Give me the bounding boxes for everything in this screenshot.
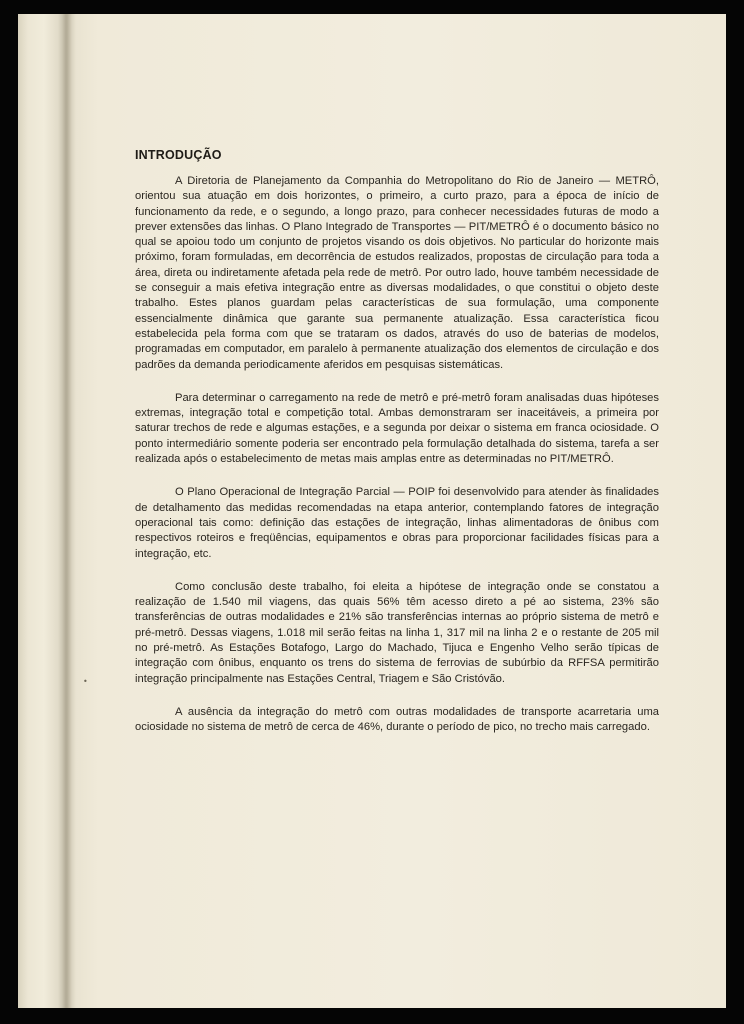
paragraph-4: Como conclusão deste trabalho, foi eleita a hipótese de integração onde se constatou a realização de 1.540 mil viagens, das quais 56% têm acesso direto a pé ao sistema, 23% são transferências de outras modalidades e 21% são transferências internas ao próprio sistema de metrô e pré-metrô. Dessas viagens, 1.018 mil serão feitas na linha 1, 317 mil na linha 2 e o restante de 205 mil no pré-metrô. As Estações Botafogo, Largo do Machado, Tijuca e Engenho Velho serão típicas de integração com ônibus, enquanto os trens do sistema de ferrovias de subúrbio da RFFSA permitirão integração principalmente nas Estações Central, Triagem e São Cristóvão. xyxy=(135,580,659,685)
paragraph-2: Para determinar o carregamento na rede de metrô e pré-metrô foram analisadas duas hipóteses extremas, integração total e competição total. Ambas demonstraram ser inaceitáveis, a primeira por saturar trechos de rede e algumas estações, e a segunda por deixar o sistema em franca ociosidade. O ponto intermediário somente poderia ser encontrado pela formulação detalhada do sistema, tarefa a ser realizada após o estabelecimento de metas mais amplas entre as determinadas no PIT/METRÔ. xyxy=(135,391,659,466)
book-page xyxy=(18,14,726,1008)
paragraph-1: A Diretoria de Planejamento da Companhia do Metropolitano do Rio de Janeiro — METRÔ, orientou sua atuação em dois horizontes, o primeiro, a curto prazo, para a época de início de funcionamento da rede, e o segundo, a longo prazo, para conhecer necessidades futuras de modo a prever extensões das linhas. O Plano Integrado de Transportes — PIT/METRÔ é o documento básico no qual se apoiou todo um conjunto de projetos visando os dois objetivos. No particular do horizonte mais próximo, foram formuladas, em decorrência de estudos realizados, propostas de circulação para toda a área, direta ou indiretamente afetada pela rede de metrô. Por outro lado, houve também necessidade de se conseguir a mais efetiva integração entre as diversas modalidades, o que constitui o objeto deste trabalho. Estes planos guardam pelas características de sua formulação, uma componente essencialmente dinâmica que garante sua permanente atualização. Essa característica ficou estabelecida pela forma com que se trataram os dados, através do uso de baterias de modelos, programadas em computador, em paralelo à permanente atualização dos elementos de circulação e dos padrões da demanda periodicamente aferidos em pesquisas sistemáticas. xyxy=(135,175,659,371)
paragraph-3: O Plano Operacional de Integração Parcial — POIP foi desenvolvido para atender às finalidades de detalhamento das medidas recomendadas na etapa anterior, contemplando fatores de integração operacional tais como: definição das estações de integração, linhas alimentadoras de ônibus com respectivos roteiros e freqüências, equipamentos e obras para proporcionar facilidades físicas para a integração, etc. xyxy=(135,486,659,560)
paragraph-5: A ausência da integração do metrô com outras modalidades de transporte acarretaria uma ociosidade no sistema de metrô de cerca de 46%, durante o período de pico, no trecho mais carregado. xyxy=(135,705,659,734)
margin-mark: • xyxy=(83,677,88,686)
section-heading: INTRODUÇÃO xyxy=(135,148,222,162)
page-spine-shadow xyxy=(58,14,72,1008)
page-content xyxy=(135,148,659,754)
